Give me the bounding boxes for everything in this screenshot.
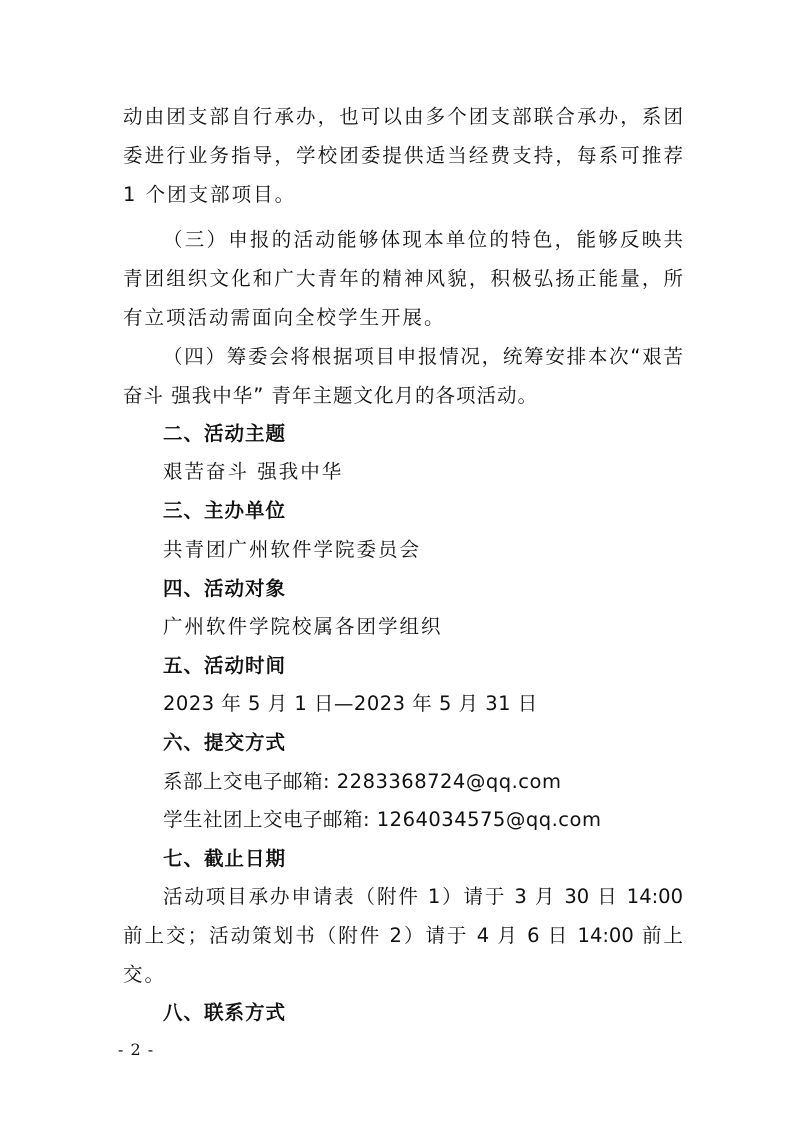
- paragraph-2-line-3: 有立项活动需面向全校学生开展。: [123, 306, 446, 329]
- section-host-body: 共青团广州软件学院委员会: [163, 538, 422, 561]
- section-theme-heading: 二、活动主题: [163, 422, 287, 445]
- page-number: - 2 -: [118, 1040, 155, 1059]
- section-submit-heading: 六、提交方式: [163, 731, 287, 754]
- deadline-line-2: 前上交；活动策划书（附件 2）请于 4 月 6 日 14:00 前上: [123, 924, 683, 947]
- section-contact-heading: 八、联系方式: [163, 1001, 287, 1024]
- section-target-heading: 四、活动对象: [163, 577, 287, 600]
- section-theme-body: 艰苦奋斗 强我中华: [163, 460, 344, 483]
- paragraph-2-line-2: 青团组织文化和广大青年的精神风貌，积极弘扬正能量，所: [123, 267, 683, 290]
- section-host-heading: 三、主办单位: [163, 499, 287, 522]
- deadline-line-1: 活动项目承办申请表（附件 1）请于 3 月 30 日 14:00: [163, 885, 683, 908]
- paragraph-1-line-2: 委进行业务指导，学校团委提供适当经费支持，每系可推荐: [123, 144, 683, 167]
- paragraph-1-line-3: 1 个团支部项目。: [123, 183, 297, 206]
- section-target-body: 广州软件学院校属各团学组织: [163, 615, 443, 638]
- deadline-line-3: 交。: [123, 963, 167, 986]
- paragraph-3-line-1: （四）筹委会将根据项目申报情况，统筹安排本次“艰苦: [163, 345, 683, 368]
- club-email: 学生社团上交电子邮箱: 1264034575@qq.com: [163, 808, 602, 831]
- paragraph-1-line-1: 动由团支部自行承办，也可以由多个团支部联合承办，系团: [123, 105, 683, 128]
- dept-email: 系部上交电子邮箱: 2283368724@qq.com: [163, 770, 562, 793]
- section-time-body: 2023 年 5 月 1 日—2023 年 5 月 31 日: [163, 692, 538, 715]
- paragraph-3-line-2: 奋斗 强我中华” 青年主题文化月的各项活动。: [123, 384, 538, 407]
- section-deadline-heading: 七、截止日期: [163, 847, 287, 870]
- paragraph-2-line-1: （三）申报的活动能够体现本单位的特色，能够反映共: [163, 228, 683, 251]
- section-time-heading: 五、活动时间: [163, 654, 287, 677]
